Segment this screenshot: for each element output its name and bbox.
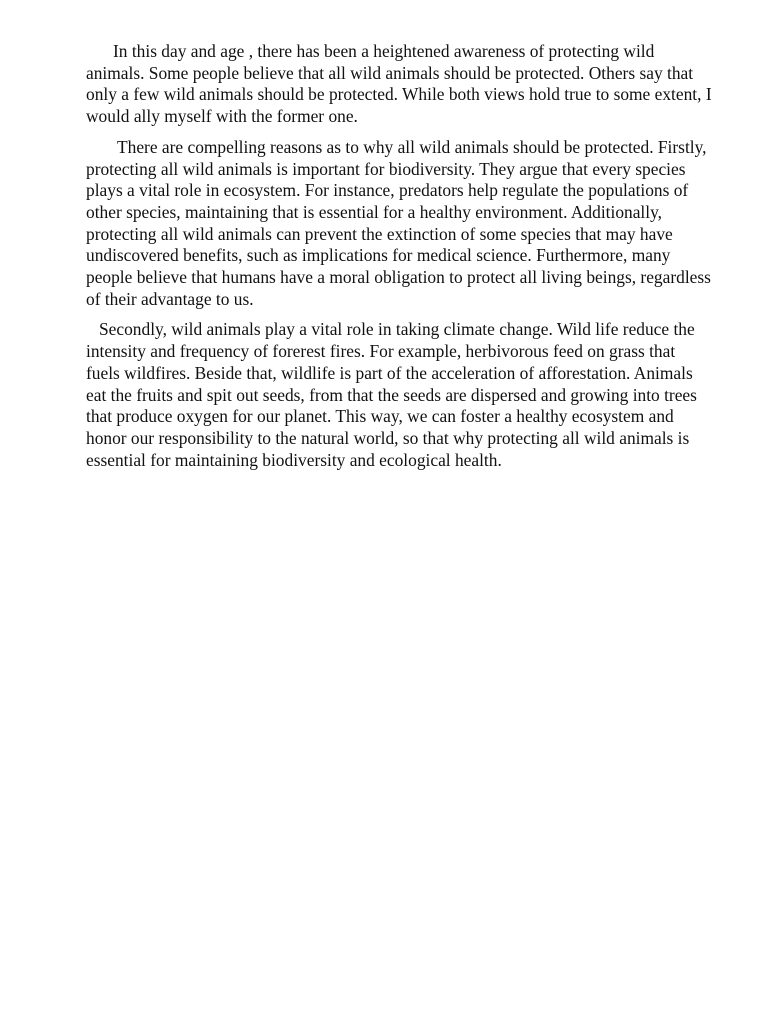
paragraph-body-first: There are compelling reasons as to why all wild animals should be protected. Firstly, protecting all wild animals is important for biodiversity. They argue that every species plays a vital role in ecosystem. For instance, predators help regulate the populations of other species, maintaining that is essential for a healthy environment. Additionally, protecting all wild animals can prevent the extinction of some species that may have undiscovered benefits, such as implications for medical science. Furthermore, many people believe that humans have a moral obligation to protect all living beings, regardless of their advantage to us. [86,136,711,309]
essay-body [86,41,712,480]
paragraph-introduction: In this day and age , there has been a heightened awareness of protecting wild animals. Some people believe that all wild animals should be protected. Others say that only a few wild animals should be protected. While both views hold true to some extent, I would ally myself with the former one. [86,41,712,127]
paragraph-body-second: Secondly, wild animals play a vital role in taking climate change. Wild life reduce the intensity and frequency of forerest fires. For example, herbivorous feed on grass that fuels wildfires. Beside that, wildlife is part of the acceleration of afforestation. Animals eat the fruits and spit out seeds, from that the seeds are dispersed and growing into trees that produce oxygen for our planet. This way, we can foster a healthy ecosystem and honor our responsibility to the natural world, so that why protecting all wild animals is essential for maintaining biodiversity and ecological health. [86,319,697,470]
